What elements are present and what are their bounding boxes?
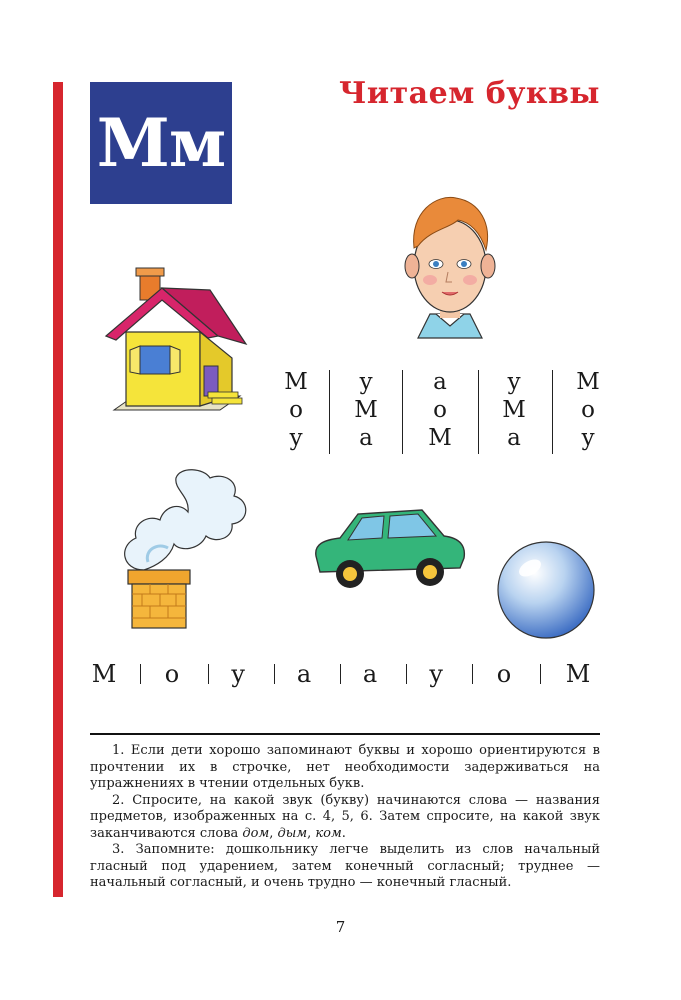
grid-column: [270, 368, 322, 452]
note-2: 2. Спросите, на какой звук (букву) начинаются слова — названия предметов, изображенных на с. 4, 5, 6. Затем спросите, на какой звук заканчиваются слова дом, дым, ком.: [90, 792, 600, 841]
teacher-notes: [90, 743, 600, 892]
grid-letter: М: [284, 369, 308, 395]
grid-column: [340, 368, 392, 452]
note-3: 3. Запомните: дошкольнику легче выделить из слов начальный гласный под ударением, затем конечный согласный; труднее — начальный согласный, и очень трудно — конечный гласный.: [90, 842, 600, 890]
house-icon: [100, 266, 250, 414]
big-letter: Мм: [96, 104, 226, 182]
car-icon: [310, 506, 470, 596]
grid-letter: у: [289, 425, 303, 451]
row-letter: а: [362, 660, 378, 688]
grid-letter: М: [428, 425, 452, 451]
grid-letter: о: [581, 397, 595, 423]
grid-letter: а: [359, 425, 373, 451]
note-2-word: ком: [315, 825, 342, 841]
grid-letter: М: [502, 397, 526, 423]
note-2-text: 2. Спросите, на какой звук (букву) начинаются слова — названия предметов, изображенных на с. 4, 5, 6. Затем спросите, на какой звук заканчиваются слова: [90, 792, 600, 841]
row-separator: [406, 664, 407, 684]
grid-column: [414, 368, 466, 452]
row-letter: М: [91, 660, 117, 688]
grid-letter: а: [433, 369, 447, 395]
grid-letter: М: [354, 397, 378, 423]
row-separator: [472, 664, 473, 684]
row-separator: [274, 664, 275, 684]
grid-letter: у: [507, 369, 521, 395]
boy-face-icon: [400, 188, 500, 340]
grid-letter: о: [433, 397, 447, 423]
row-separator: [208, 664, 209, 684]
note-2-word: дым: [277, 825, 308, 841]
grid-separator: [329, 370, 330, 454]
grid-separator: [402, 370, 403, 454]
grid-letter: М: [576, 369, 600, 395]
grid-separator: [478, 370, 479, 454]
row-separator: [540, 664, 541, 684]
row-separator: [140, 664, 141, 684]
page-title: Читаем буквы: [338, 76, 600, 111]
red-margin-bar: [53, 82, 63, 897]
page-number: 7: [335, 918, 346, 936]
row-letter: о: [164, 660, 180, 688]
notes-divider: [90, 733, 600, 735]
grid-letter: у: [359, 369, 373, 395]
grid-column: [562, 368, 614, 452]
grid-letter: о: [289, 397, 303, 423]
row-letter: М: [565, 660, 591, 688]
letter-row: [80, 654, 610, 694]
ball-icon: [496, 538, 596, 642]
letter-box: [90, 82, 232, 204]
grid-letter: а: [507, 425, 521, 451]
letter-grid: [270, 368, 614, 456]
chimney-smoke-icon: [104, 466, 254, 632]
note-1: 1. Если дети хорошо запоминают буквы и хорошо ориентируются в прочтении их в строчке, нет необходимости задерживаться на упражнениях в чтении отдельных букв.: [90, 743, 600, 791]
note-2-word: дом: [242, 825, 270, 841]
grid-separator: [552, 370, 553, 454]
grid-letter: у: [581, 425, 595, 451]
row-separator: [340, 664, 341, 684]
row-letter: о: [496, 660, 512, 688]
row-letter: у: [230, 660, 246, 688]
grid-column: [488, 368, 540, 452]
row-letter: у: [428, 660, 444, 688]
row-letter: а: [296, 660, 312, 688]
